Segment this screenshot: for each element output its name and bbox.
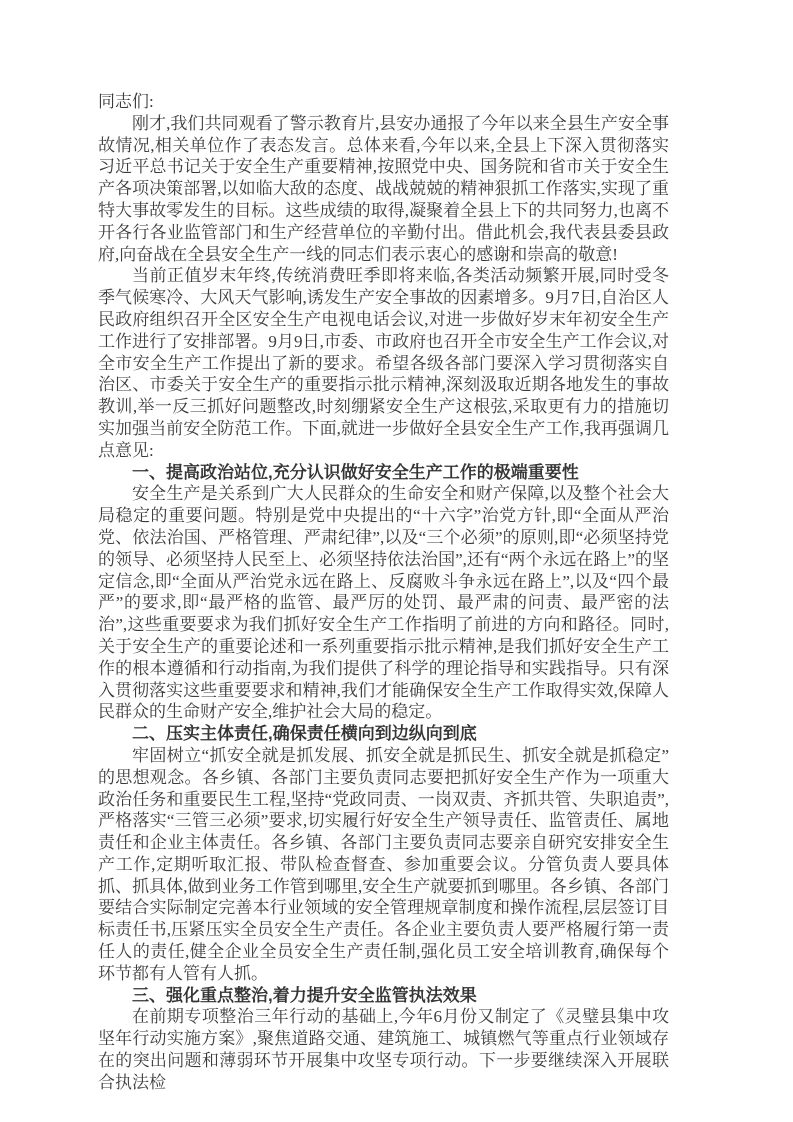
section-3-paragraph: 在前期专项整治三年行动的基础上,今年6月份又制定了《灵璧县集中攻坚年行动实施方案》,聚焦道路交通、建筑施工、城镇燃气等重点行业领域存在的突出问题和薄弱环节开展集中攻坚专项行动。下一步要继续深入开展联合执法检 bbox=[98, 1007, 669, 1092]
paragraph-current-situation: 当前正值岁末年终,传统消费旺季即将来临,各类活动频繁开展,同时受冬季气候寒冷、大风天气影响,诱发生产安全事故的因素增多。9月7日,自治区人民政府组织召开全区安全生产电视电话会议,对进一步做好岁末年初安全生产工作进行了安排部署。9月9日,市委、市政府也召开全市安全生产工作会议,对全市安全生产工作提出了新的要求。希望各级各部门要深入学习贯彻落实自治区、市委关于安全生产的重要指示批示精神,深刻汲取近期各地发生的事故教训,举一反三抓好问题整改,时刻绷紧安全生产这根弦,采取更有力的措施切实加强当前安全防范工作。下面,就进一步做好全县安全生产工作,我再强调几点意见: bbox=[98, 266, 669, 460]
salutation-line: 同志们: bbox=[98, 92, 154, 111]
section-2-paragraph: 牢固树立“抓安全就是抓发展、抓安全就是抓民生、抓安全就是抓稳定”的思想观念。各乡镇、各部门主要负责同志要把抓好安全生产作为一项重大政治任务和重要民生工程,坚持“党政同责、一岗双责、齐抓共管、失职追责”,严格落实“三管三必须”要求,切实履行好安全生产领导责任、监管责任、属地责任和企业主体责任。各乡镇、各部门主要负责同志要亲自研究安排安全生产工作,定期听取汇报、带队检查督查、参加重要会议。分管负责人要具体抓、抓具体,做到业务工作管到哪里,安全生产就要抓到哪里。各乡镇、各部门要结合实际制定完善本行业领域的安全管理规章制度和操作流程,层层签订目标责任书,压紧压实全员安全生产责任。各企业主要负责人要严格履行第一责任人的责任,健全企业全员安全生产责任制,强化员工安全培训教育,确保每个环节都有人管有人抓。 bbox=[98, 745, 669, 983]
section-1-heading: 一、提高政治站位,充分认识做好安全生产工作的极端重要性 bbox=[132, 462, 579, 482]
section-2-heading: 二、压实主体责任,确保责任横向到边纵向到底 bbox=[132, 724, 477, 744]
section-3-heading: 三、强化重点整治,着力提升安全监管执法效果 bbox=[132, 985, 477, 1005]
paragraph-opening-summary: 刚才,我们共同观看了警示教育片,县安办通报了今年以来全县生产安全事故情况,相关单位作了表态发言。总体来看,今年以来,全县上下深入贯彻落实习近平总书记关于安全生产重要精神,按照党中央、国务院和省市关于安全生产各项决策部署,以如临大敌的态度、战战兢兢的精神狠抓工作落实,实现了重特大事故零发生的目标。这些成绩的取得,凝聚着全县上下的共同努力,也离不开各行各业监管部门和生产经营单位的辛勤付出。借此机会,我代表县委县政府,向奋战在全县安全生产一线的同志们表示衷心的感谢和崇高的敬意! bbox=[98, 113, 669, 264]
section-1-paragraph: 安全生产是关系到广大人民群众的生命安全和财产保障,以及整个社会大局稳定的重要问题。特别是党中央提出的“十六字”治党方针,即“全面从严治党、依法治国、严格管理、严肃纪律”,以及“三个必须”的原则,即“必须坚持党的领导、必须坚持人民至上、必须坚持依法治国”,还有“两个永远在路上”的坚定信念,即“全面从严治党永远在路上、反腐败斗争永远在路上”,以及“四个最严”的要求,即“最严格的监管、最严厉的处罚、最严肃的问责、最严密的法治”,这些重要要求为我们抓好安全生产工作指明了前进的方向和路径。同时,关于安全生产的重要论述和一系列重要指示批示精神,是我们抓好安全生产工作的根本遵循和行动指南,为我们提供了科学的理论指导和实践指导。只有深入贯彻落实这些重要要求和精神,我们才能确保安全生产工作取得实效,保障人民群众的生命财产安全,维护社会大局的稳定。 bbox=[98, 484, 669, 722]
